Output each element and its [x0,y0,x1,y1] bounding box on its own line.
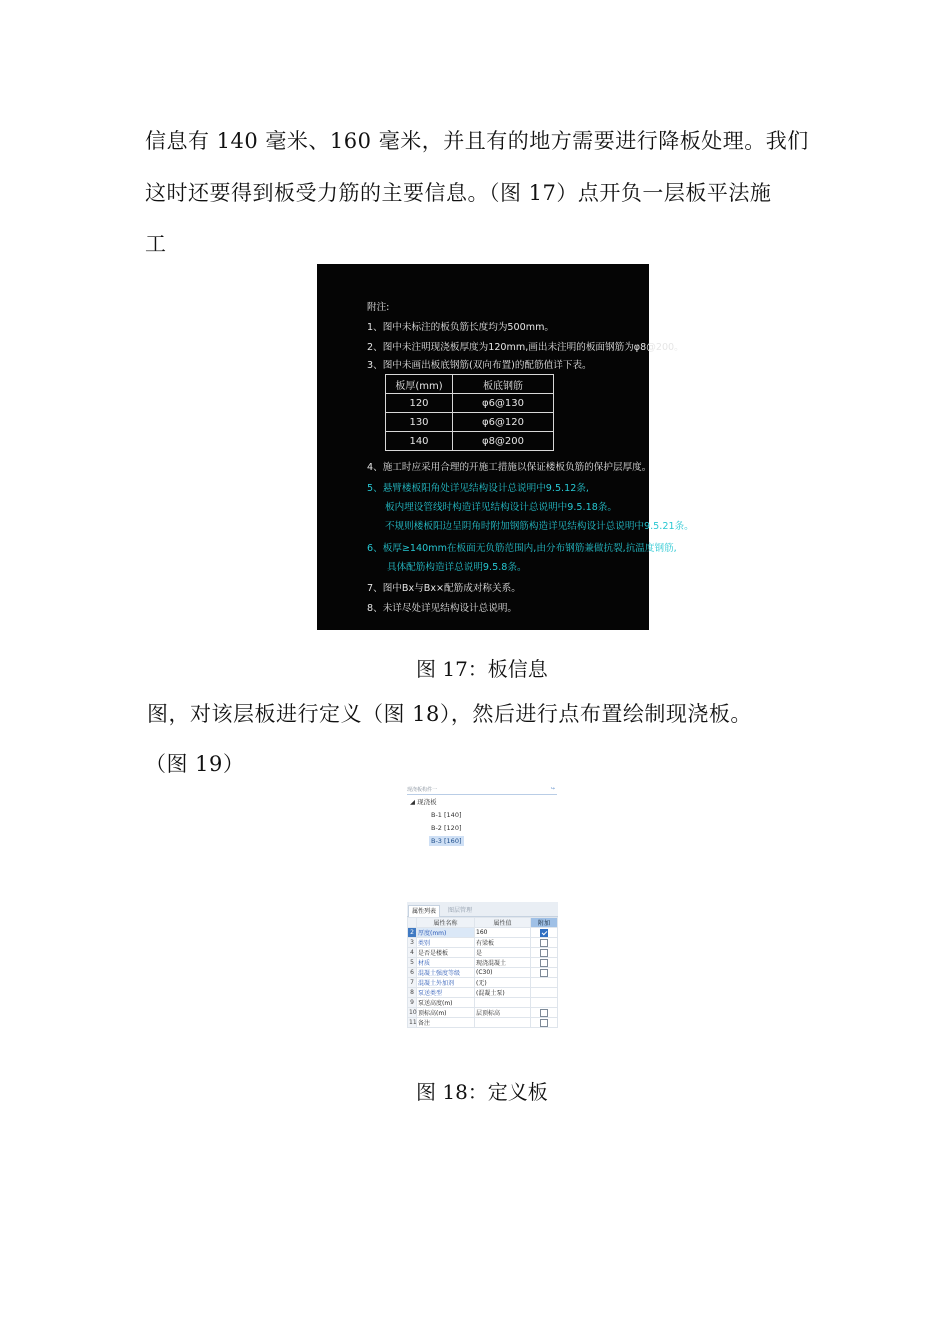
property-row[interactable] [408,978,558,988]
append-cell [531,978,558,988]
property-name: 泵送高度(m) [417,998,475,1008]
note-line: 7、图中Bx与Bx×配筋成对称关系。 [367,583,521,594]
rebar-table-row [386,413,554,432]
rebar-table-header [386,375,554,394]
property-name: 泵送类型 [417,988,475,998]
append-cell [531,938,558,948]
append-cell [531,948,558,958]
tree-header [407,786,557,795]
property-name: 材质 [417,958,475,968]
property-grid-header [408,918,558,928]
property-value[interactable]: 有梁板 [475,938,531,948]
property-name: 混凝土强度等级 [417,968,475,978]
property-tabs [407,902,558,917]
property-name: 类别 [417,938,475,948]
note-line: 不规则楼板阳边呈阴角时附加钢筋构造详见结构设计总说明中9.5.21条。 [385,521,694,532]
property-row[interactable] [408,938,558,948]
tree-root-node[interactable]: ◢ 现浇板 [410,798,437,806]
property-value[interactable]: (混凝土泵) [475,988,531,998]
body-text-line: （图 19） [145,752,245,776]
property-row[interactable] [408,998,558,1008]
tab-layer-management[interactable]: 图层管理 [448,907,473,914]
return-icon[interactable]: ↪ [550,786,555,792]
property-row[interactable] [408,968,558,978]
property-name: 顶标高(m) [417,1008,475,1018]
row-number: 10 [409,1009,417,1016]
append-cell [531,988,558,998]
rebar-table-cell: φ8@200 [453,432,554,451]
property-name: 备注 [417,1018,475,1028]
property-name: 是否是楼板 [417,948,475,958]
append-cell [531,928,558,938]
rebar-table-cell: φ6@130 [453,394,554,413]
note-line: 1、图中未标注的板负筋长度均为500mm。 [367,322,555,333]
body-text-line: 信息有 140 毫米、160 毫米，并且有的地方需要进行降板处理。我们 [145,129,809,153]
property-value[interactable]: 是 [475,948,531,958]
column-header: 属性值 [475,918,531,928]
property-row[interactable] [408,988,558,998]
append-checkbox[interactable] [540,929,548,937]
property-row[interactable] [408,1018,558,1028]
note-line: 2、图中未注明现浇板厚度为120mm,画出未注明的板面钢筋为φ8@200。 [367,342,684,353]
tab-property-list[interactable]: 属性列表 [408,905,440,917]
figure-17-caption: 图 17：板信息 [416,657,548,681]
property-value[interactable]: 层顶标高 [475,1008,531,1018]
property-name: 厚度(mm) [417,928,475,938]
rebar-table-row [386,394,554,413]
rebar-table-row [386,432,554,451]
component-tree-panel [407,784,559,854]
property-value[interactable]: 160 [475,928,531,938]
property-grid [407,917,558,1028]
append-checkbox[interactable] [540,949,548,957]
append-cell [531,968,558,978]
rebar-table-cell: 140 [386,432,453,451]
row-number: 8 [408,988,417,998]
tree-item[interactable]: B-1 [140] [431,811,462,819]
figure-18-caption: 图 18：定义板 [416,1080,548,1104]
rebar-table-header-cell: 板厚(mm) [386,375,453,394]
append-checkbox[interactable] [540,969,548,977]
row-number: 6 [408,968,417,978]
rebar-table-cell: 130 [386,413,453,432]
property-row[interactable] [408,1008,558,1018]
append-checkbox[interactable] [540,1009,548,1017]
row-number: 3 [408,938,417,948]
row-number: 5 [408,958,417,968]
property-value[interactable] [475,1018,531,1028]
append-checkbox[interactable] [540,1019,548,1027]
column-header: 属性名称 [417,918,475,928]
row-number: 4 [408,948,417,958]
property-row[interactable] [408,948,558,958]
append-cell [531,998,558,1008]
row-number: 11 [409,1019,417,1026]
column-header: 附加 [531,918,558,928]
tree-item-selected[interactable]: B-3 [160] [431,837,462,845]
append-checkbox[interactable] [540,959,548,967]
row-number: 9 [408,998,417,1008]
property-value[interactable]: (无) [475,978,531,988]
notes-title: 附注: [367,302,390,313]
note-line: 8、未详尽处详见结构设计总说明。 [367,603,518,614]
row-number: 2 [408,928,417,938]
note-line: 4、施工时应采用合理的开施工措施以保证楼板负筋的保护层厚度。 [367,462,652,473]
note-line: 板内埋设管线时构造详见结构设计总说明中9.5.18条。 [385,502,617,513]
property-value[interactable] [475,998,531,1008]
figure-17-slab-notes-image [317,264,694,630]
rebar-table-cell: 120 [386,394,453,413]
append-cell [531,958,558,968]
rebar-table [385,374,554,451]
append-cell [531,1018,558,1028]
property-row[interactable] [408,958,558,968]
property-row[interactable] [408,928,558,938]
body-text-line: 图，对该层板进行定义（图 18），然后进行点布置绘制现浇板。 [147,702,752,726]
note-line: 3、图中未画出板底钢筋(双向布置)的配筋值详下表。 [367,360,592,371]
property-value[interactable]: (C30) [475,968,531,978]
rebar-table-cell: φ6@120 [453,413,554,432]
property-name: 混凝土外加剂 [417,978,475,988]
row-number-header [408,918,417,928]
note-line: 具体配筋构造详总说明9.5.8条。 [387,562,527,573]
append-cell [531,1008,558,1018]
append-checkbox[interactable] [540,939,548,947]
property-value[interactable]: 现浇混凝土 [475,958,531,968]
property-list-panel [407,902,558,1052]
tree-item[interactable]: B-2 [120] [431,824,462,832]
note-line: 5、悬臂楼板阳角处详见结构设计总说明中9.5.12条, [367,483,589,494]
row-number: 7 [408,978,417,988]
note-line: 6、板厚≥140mm在板面无负筋范围内,由分布钢筋兼做抗裂,抗温度钢筋, [367,543,677,554]
tree-header-label: 现浇板构件一 [407,787,438,793]
body-text-line: 这时还要得到板受力筋的主要信息。（图 17）点开负一层板平法施 [145,181,772,205]
body-text-line: 工 [145,232,167,256]
rebar-table-header-cell: 板底钢筋 [453,375,554,394]
